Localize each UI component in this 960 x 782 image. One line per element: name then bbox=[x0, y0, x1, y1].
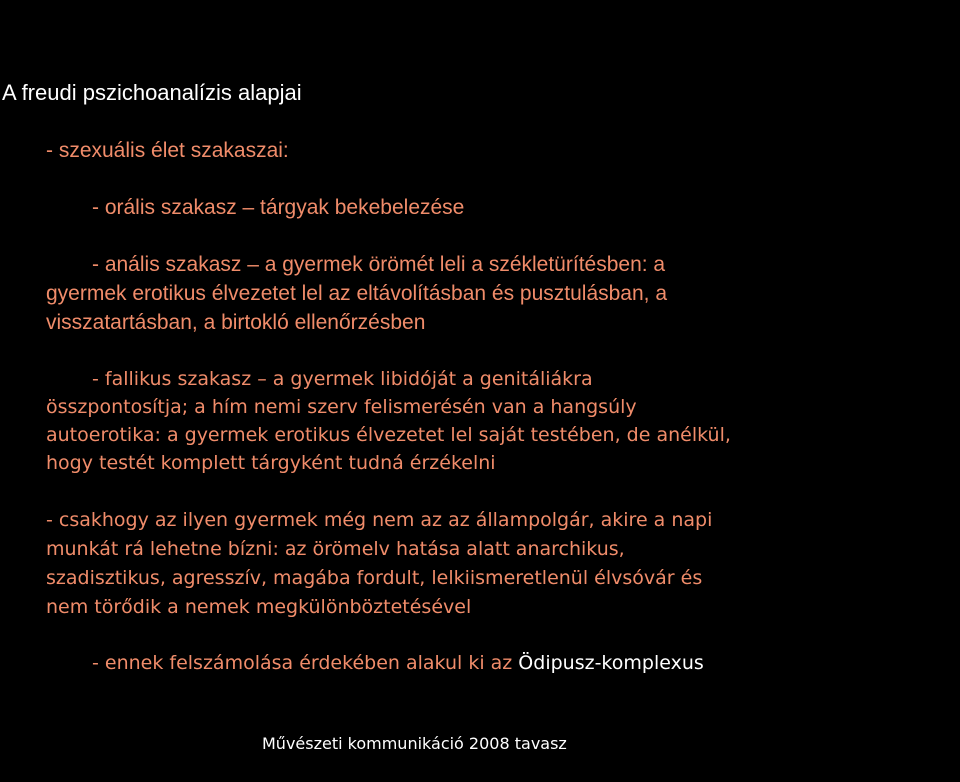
anal-stage-line-1: - anális szakasz – a gyermek örömét leli a székletürítésben: a bbox=[92, 253, 666, 276]
child-line-4: nem törődik a nemek megkülönböztetésével bbox=[46, 596, 472, 618]
child-line-1: - csakhogy az ilyen gyermek még nem az az állampolgár, akire a napi bbox=[46, 509, 713, 531]
phallic-stage-line-2: összpontosítja; a hím nemi szerv felismerésén van a hangsúly bbox=[46, 396, 637, 418]
oedipus-prefix: - ennek felszámolása érdekében alakul ki az bbox=[92, 652, 519, 674]
phallic-stage-line-3: autoerotika: a gyermek erotikus élvezetet lel saját testében, de anélkül, bbox=[46, 424, 731, 446]
phallic-stage-line-1: - fallikus szakasz – a gyermek libidóját a genitáliákra bbox=[92, 368, 593, 390]
oedipus-term: Ödipusz-komplexus bbox=[518, 652, 704, 674]
child-line-2: munkát rá lehetne bízni: az örömelv hatása alatt anarchikus, bbox=[46, 538, 625, 560]
child-line-3: szadisztikus, agresszív, magába fordult, lelkiismeretlenül élvsóvár és bbox=[46, 567, 703, 589]
footer: Művészeti kommunikáció 2008 tavasz bbox=[262, 734, 567, 753]
phallic-stage-line-4: hogy testét komplett tárgyként tudná érzékelni bbox=[46, 452, 496, 474]
section-heading: - szexuális élet szakaszai: bbox=[46, 139, 289, 162]
anal-stage-line-2: gyermek erotikus élvezetet lel az eltávolításban és pusztulásban, a bbox=[46, 282, 668, 305]
oedipus-line bbox=[92, 652, 704, 674]
oral-stage-line: - orális szakasz – tárgyak bekebelezése bbox=[92, 196, 465, 219]
anal-stage-line-3: visszatartásban, a birtokló ellenőrzésben bbox=[46, 311, 426, 334]
slide-title: A freudi pszichoanalízis alapjai bbox=[2, 80, 302, 105]
